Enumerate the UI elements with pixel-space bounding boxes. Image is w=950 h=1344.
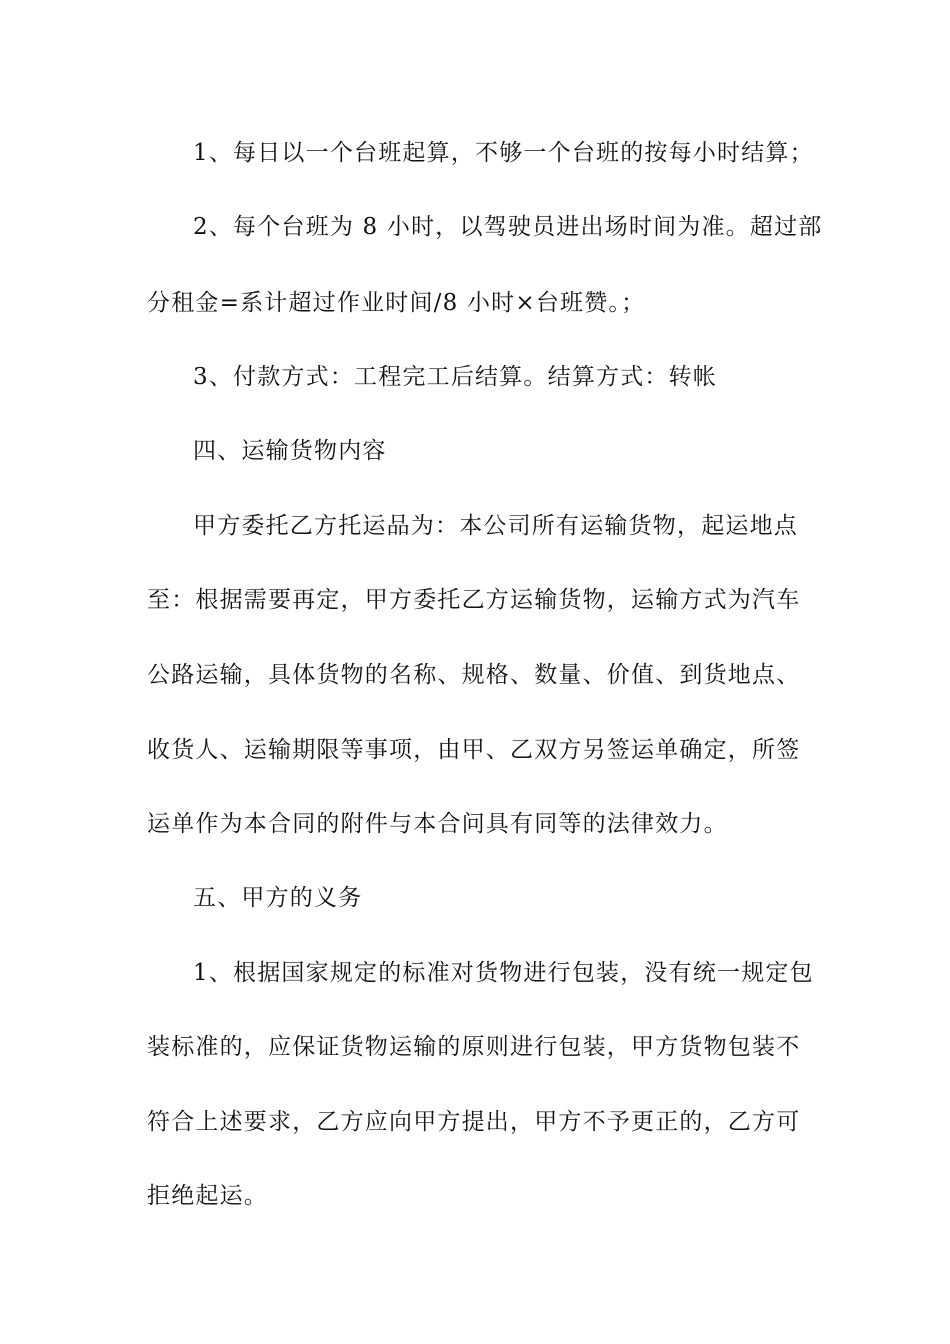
section-4-heading: 四、运输货物内容 — [193, 438, 387, 464]
section-5-clause-1-line-4: 拒绝起运。 — [147, 1183, 268, 1209]
section-5-clause-1-line-1: 1、根据国家规定的标准对货物进行包装，没有统一规定包 — [193, 960, 814, 986]
section-4-line-4: 收货人、运输期限等事项，由甲、乙双方另签运单确定，所签 — [147, 737, 801, 763]
clause-2-line-1: 2、每个台班为 8 小时，以驾驶员进出场时间为准。超过部 — [193, 214, 823, 240]
clause-1-line: 1、每日以一个台班起算，不够一个台班的按每小时结算； — [193, 140, 814, 166]
section-5-clause-1-line-3: 符合上述要求，乙方应向甲方提出，甲方不予更正的，乙方可 — [147, 1109, 801, 1135]
section-4-line-2: 至：根据需要再定，甲方委托乙方运输货物，运输方式为汽车 — [147, 587, 801, 613]
clause-3-line: 3、付款方式：工程完工后结算。结算方式：转帐 — [193, 364, 718, 390]
section-4-line-3: 公路运输，具体货物的名称、规格、数量、价值、到货地点、 — [147, 662, 801, 688]
section-4-line-1: 甲方委托乙方托运品为：本公司所有运输货物，起运地点 — [193, 513, 798, 539]
section-5-clause-1-line-2: 装标准的，应保证货物运输的原则进行包装，甲方货物包装不 — [147, 1034, 801, 1060]
section-4-line-5: 运单作为本合同的附件与本合问具有同等的法律效力。 — [147, 811, 728, 837]
clause-2-line-2: 分租金=系计超过作业时间/8 小时×台班赞。； — [147, 290, 646, 316]
section-5-heading: 五、甲方的义务 — [193, 885, 363, 911]
